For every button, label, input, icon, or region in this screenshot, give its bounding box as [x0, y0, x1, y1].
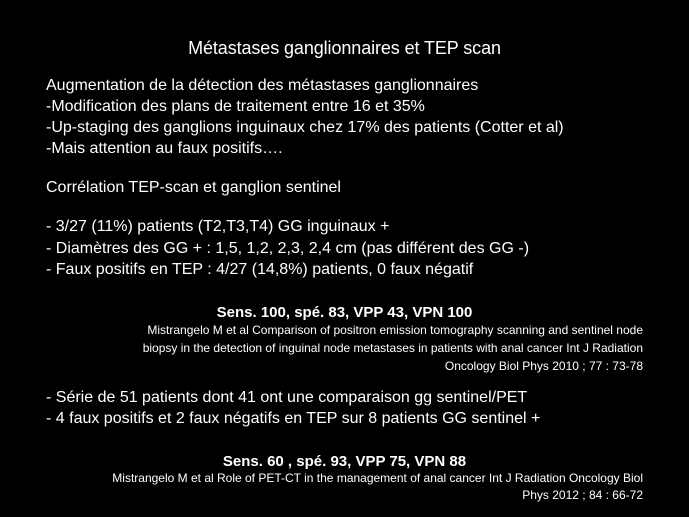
section2-line-3: - Faux positifs en TEP : 4/27 (14,8%) patients, 0 faux négatif	[46, 261, 474, 278]
section1-line-1: -Modification des plans de traitement entre 16 et 35%	[46, 98, 425, 115]
section3-reference-line-2: Phys 2012 ; 84 : 66-72	[522, 488, 643, 502]
slide-title: Métastases ganglionnaires et TEP scan	[188, 38, 501, 58]
section1-line-3: -Mais attention au faux positifs….	[46, 140, 283, 157]
section3-line-1: - Série de 51 patients dont 41 ont une comparaison gg sentinel/PET	[46, 389, 528, 406]
section3-reference-line-1: Mistrangelo M et al Role of PET-CT in the management of anal cancer Int J Radiation Oncology Biol	[112, 471, 643, 485]
section2-stats: Sens. 100, spé. 83, VPP 43, VPN 100	[216, 304, 473, 321]
section1-line-2: -Up-staging des ganglions inguinaux chez 17% des patients (Cotter et al)	[46, 119, 564, 136]
section2-heading: Corrélation TEP-scan et ganglion sentinel	[46, 179, 341, 196]
section3-stats: Sens. 60 , spé. 93, VPP 75, VPN 88	[222, 453, 467, 470]
section2-reference-line-3: Oncology Biol Phys 2010 ; 77 : 73-78	[444, 359, 643, 373]
section1-heading: Augmentation de la détection des métastases ganglionnaires	[46, 77, 479, 94]
section2-line-1: - 3/27 (11%) patients (T2,T3,T4) GG inguinaux +	[46, 218, 390, 235]
section2-reference-line-1: Mistrangelo M et al Comparison of positron emission tomography scanning and sentinel node	[147, 323, 643, 337]
section2-line-2: - Diamètres des GG + : 1,5, 1,2, 2,3, 2,4 cm (pas différent des GG -)	[46, 240, 530, 257]
section3-line-2: - 4 faux positifs et 2 faux négatifs en TEP sur 8 patients GG sentinel +	[46, 410, 541, 427]
section2-reference-line-2: biopsy in the detection of inguinal node metastases in patients with anal cancer Int J Radiation	[142, 341, 643, 355]
